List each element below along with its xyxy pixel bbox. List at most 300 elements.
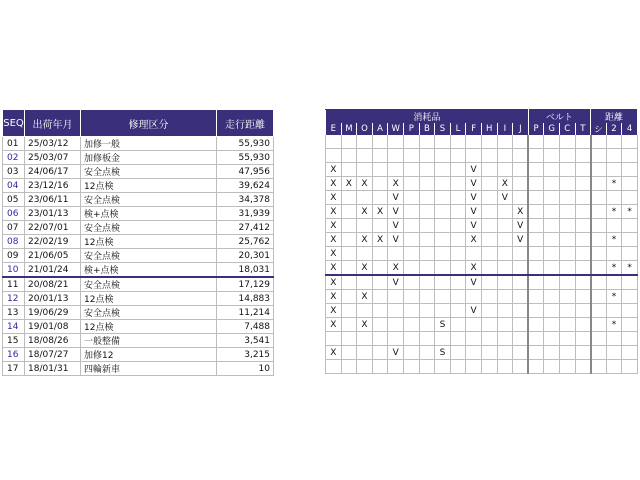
table-row[interactable] — [3, 348, 274, 362]
mark-cell — [481, 191, 497, 205]
mark-cell — [481, 332, 497, 346]
row-date: 21/06/05 — [25, 249, 81, 263]
parts-row — [326, 205, 638, 219]
mark-cell — [497, 149, 513, 163]
mark-cell — [591, 360, 607, 374]
column-header: F — [466, 123, 482, 135]
mark-cell — [357, 135, 373, 149]
column-header: C — [559, 123, 575, 135]
table-row[interactable] — [3, 362, 274, 376]
mark-cell: X — [357, 233, 373, 247]
mark-cell — [403, 346, 419, 360]
mark-cell — [388, 290, 404, 304]
parts-row — [326, 233, 638, 247]
row-repair-type: 加修一般 — [81, 137, 217, 151]
mark-cell — [341, 332, 357, 346]
mark-cell — [481, 135, 497, 149]
table-row[interactable] — [3, 179, 274, 193]
mark-cell — [450, 360, 466, 374]
mark-cell — [419, 219, 435, 233]
mark-cell — [528, 233, 544, 247]
row-mileage: 20,301 — [217, 249, 274, 263]
mark-cell: * — [606, 233, 622, 247]
mark-cell: X — [388, 261, 404, 276]
mark-cell — [591, 304, 607, 318]
mark-cell — [419, 290, 435, 304]
mark-cell — [606, 360, 622, 374]
mark-cell — [372, 219, 388, 233]
mark-cell: V — [466, 177, 482, 191]
row-repair-type: 検+点検 — [81, 263, 217, 278]
row-seq: 10 — [3, 263, 25, 278]
mark-cell — [622, 346, 638, 360]
table-row[interactable] — [3, 306, 274, 320]
mark-cell — [403, 275, 419, 290]
row-date: 24/06/17 — [25, 165, 81, 179]
row-date: 23/06/11 — [25, 193, 81, 207]
parts-row — [326, 290, 638, 304]
row-mileage: 31,939 — [217, 207, 274, 221]
row-repair-type: 加修12 — [81, 348, 217, 362]
parts-row — [326, 261, 638, 276]
mark-cell: X — [326, 304, 342, 318]
mark-cell: X — [326, 219, 342, 233]
header-repair-type: 修理区分 — [81, 110, 217, 137]
mark-cell — [326, 149, 342, 163]
mark-cell — [528, 332, 544, 346]
mark-cell — [466, 149, 482, 163]
mark-cell — [341, 149, 357, 163]
table-row[interactable] — [3, 221, 274, 235]
mark-cell — [559, 290, 575, 304]
row-repair-type: 四輪新車 — [81, 362, 217, 376]
row-repair-type: 安全点検 — [81, 277, 217, 292]
mark-cell — [341, 275, 357, 290]
mark-cell — [513, 318, 529, 332]
mark-cell — [497, 233, 513, 247]
mark-cell — [575, 304, 591, 318]
mark-cell — [388, 163, 404, 177]
mark-cell — [403, 318, 419, 332]
mark-cell — [372, 332, 388, 346]
mark-cell — [544, 233, 560, 247]
row-seq: 15 — [3, 334, 25, 348]
mark-cell: X — [388, 177, 404, 191]
row-date: 18/01/31 — [25, 362, 81, 376]
mark-cell — [419, 135, 435, 149]
mark-cell — [372, 149, 388, 163]
mark-cell — [435, 205, 451, 219]
mark-cell — [357, 219, 373, 233]
mark-cell — [403, 360, 419, 374]
row-repair-type: 12点検 — [81, 320, 217, 334]
mark-cell — [544, 332, 560, 346]
mark-cell — [622, 290, 638, 304]
column-header: E — [326, 123, 342, 135]
mark-cell: V — [388, 346, 404, 360]
mark-cell — [450, 163, 466, 177]
mark-cell — [357, 149, 373, 163]
mark-cell — [497, 318, 513, 332]
mark-cell — [622, 304, 638, 318]
column-header: シ — [591, 123, 607, 135]
mark-cell — [419, 261, 435, 276]
mark-cell — [419, 205, 435, 219]
mark-cell: * — [622, 261, 638, 276]
mark-cell — [575, 247, 591, 261]
mark-cell: X — [466, 261, 482, 276]
mark-cell — [450, 219, 466, 233]
mark-cell — [435, 233, 451, 247]
mark-cell — [559, 219, 575, 233]
column-header: G — [544, 123, 560, 135]
mark-cell — [403, 233, 419, 247]
group-header-row — [326, 110, 638, 124]
table-row[interactable] — [3, 334, 274, 348]
column-header: A — [372, 123, 388, 135]
mark-cell: V — [388, 191, 404, 205]
table-row[interactable] — [3, 193, 274, 207]
mark-cell — [357, 275, 373, 290]
mark-cell — [528, 318, 544, 332]
mark-cell — [450, 346, 466, 360]
mark-cell — [372, 135, 388, 149]
mark-cell — [435, 332, 451, 346]
row-repair-type: 安全点検 — [81, 249, 217, 263]
row-mileage: 25,762 — [217, 235, 274, 249]
mark-cell — [357, 346, 373, 360]
mark-cell — [419, 177, 435, 191]
mark-cell: X — [497, 177, 513, 191]
mark-cell — [466, 247, 482, 261]
mark-cell — [591, 219, 607, 233]
table-row[interactable] — [3, 263, 274, 278]
parts-row — [326, 219, 638, 233]
mark-cell — [403, 247, 419, 261]
mark-cell — [450, 290, 466, 304]
mark-cell — [528, 191, 544, 205]
mark-cell — [419, 346, 435, 360]
mark-cell — [435, 290, 451, 304]
parts-row — [326, 149, 638, 163]
mark-cell — [575, 163, 591, 177]
mark-cell — [513, 177, 529, 191]
mark-cell: X — [357, 318, 373, 332]
mark-cell — [513, 135, 529, 149]
parts-row — [326, 318, 638, 332]
mark-cell — [450, 135, 466, 149]
mark-cell — [591, 247, 607, 261]
mark-cell — [528, 247, 544, 261]
mark-cell — [341, 219, 357, 233]
mark-cell: X — [326, 205, 342, 219]
row-mileage: 7,488 — [217, 320, 274, 334]
mark-cell — [528, 304, 544, 318]
mark-cell — [559, 149, 575, 163]
mark-cell — [622, 149, 638, 163]
mark-cell — [622, 332, 638, 346]
table-row[interactable] — [3, 249, 274, 263]
row-seq: 14 — [3, 320, 25, 334]
mark-cell — [450, 304, 466, 318]
mark-cell — [481, 163, 497, 177]
row-seq: 16 — [3, 348, 25, 362]
mark-cell — [591, 177, 607, 191]
mark-cell — [372, 360, 388, 374]
mark-cell — [528, 177, 544, 191]
mark-cell — [419, 318, 435, 332]
row-date: 20/08/21 — [25, 277, 81, 292]
row-mileage: 14,883 — [217, 292, 274, 306]
row-mileage: 3,215 — [217, 348, 274, 362]
parts-row — [326, 247, 638, 261]
mark-cell — [559, 233, 575, 247]
mark-cell — [575, 360, 591, 374]
column-header: M — [341, 123, 357, 135]
header-seq: SEQ — [3, 110, 25, 137]
mark-cell — [450, 247, 466, 261]
row-date: 21/01/24 — [25, 263, 81, 278]
column-header: J — [513, 123, 529, 135]
parts-row — [326, 360, 638, 374]
mark-cell — [575, 275, 591, 290]
row-seq: 04 — [3, 179, 25, 193]
row-date: 25/03/07 — [25, 151, 81, 165]
group-header: ベルト — [528, 110, 590, 124]
mark-cell — [341, 247, 357, 261]
mark-cell — [591, 318, 607, 332]
table-row[interactable] — [3, 137, 274, 151]
mark-cell — [606, 304, 622, 318]
mark-cell — [559, 304, 575, 318]
mark-cell — [513, 332, 529, 346]
mark-cell — [419, 191, 435, 205]
mark-cell — [388, 304, 404, 318]
column-header: S — [435, 123, 451, 135]
row-seq: 05 — [3, 193, 25, 207]
mark-cell — [513, 346, 529, 360]
row-seq: 09 — [3, 249, 25, 263]
table-row[interactable] — [3, 151, 274, 165]
column-header: I — [497, 123, 513, 135]
mark-cell: X — [326, 247, 342, 261]
mark-cell — [341, 360, 357, 374]
mark-cell — [591, 290, 607, 304]
mark-cell — [528, 219, 544, 233]
mark-cell — [497, 135, 513, 149]
mark-cell — [591, 135, 607, 149]
mark-cell — [357, 360, 373, 374]
mark-cell — [372, 177, 388, 191]
mark-cell — [403, 135, 419, 149]
mark-cell — [544, 191, 560, 205]
mark-cell — [466, 318, 482, 332]
row-repair-type: 12点検 — [81, 179, 217, 193]
row-seq: 07 — [3, 221, 25, 235]
mark-cell — [403, 163, 419, 177]
mark-cell — [497, 346, 513, 360]
parts-row — [326, 191, 638, 205]
mark-cell: X — [357, 205, 373, 219]
mark-cell — [544, 177, 560, 191]
mark-cell — [357, 163, 373, 177]
mark-cell — [559, 163, 575, 177]
mark-cell — [575, 149, 591, 163]
mark-cell — [497, 205, 513, 219]
mark-cell — [372, 191, 388, 205]
mark-cell — [575, 191, 591, 205]
row-repair-type: 12点検 — [81, 292, 217, 306]
mark-cell — [544, 346, 560, 360]
mark-cell — [622, 163, 638, 177]
mark-cell — [341, 135, 357, 149]
table-row[interactable] — [3, 320, 274, 334]
mark-cell — [591, 149, 607, 163]
mark-cell: X — [372, 233, 388, 247]
mark-cell: * — [622, 205, 638, 219]
mark-cell — [544, 275, 560, 290]
mark-cell — [450, 318, 466, 332]
row-date: 22/07/01 — [25, 221, 81, 235]
mark-cell — [591, 275, 607, 290]
mark-cell: V — [466, 191, 482, 205]
row-repair-type: 一般整備 — [81, 334, 217, 348]
row-mileage: 27,412 — [217, 221, 274, 235]
parts-check-table — [325, 109, 638, 374]
row-seq: 17 — [3, 362, 25, 376]
mark-cell — [497, 304, 513, 318]
mark-cell — [497, 247, 513, 261]
column-header: H — [481, 123, 497, 135]
mark-cell — [591, 205, 607, 219]
row-seq: 13 — [3, 306, 25, 320]
table-row[interactable] — [3, 207, 274, 221]
mark-cell — [544, 304, 560, 318]
mark-cell — [559, 275, 575, 290]
table-row[interactable] — [3, 165, 274, 179]
row-mileage: 11,214 — [217, 306, 274, 320]
row-date: 25/03/12 — [25, 137, 81, 151]
mark-cell: V — [466, 163, 482, 177]
mark-cell — [450, 332, 466, 346]
mark-cell — [326, 360, 342, 374]
mark-cell — [481, 149, 497, 163]
mark-cell — [591, 332, 607, 346]
mark-cell — [481, 177, 497, 191]
mark-cell — [435, 219, 451, 233]
mark-cell — [357, 304, 373, 318]
mark-cell — [326, 332, 342, 346]
mark-cell — [606, 191, 622, 205]
mark-cell — [357, 191, 373, 205]
mark-cell — [513, 275, 529, 290]
row-seq: 03 — [3, 165, 25, 179]
mark-cell — [403, 290, 419, 304]
mark-cell — [341, 163, 357, 177]
mark-cell — [544, 247, 560, 261]
mark-cell: * — [606, 205, 622, 219]
mark-cell — [450, 177, 466, 191]
row-seq: 06 — [3, 207, 25, 221]
mark-cell — [575, 318, 591, 332]
mark-cell — [419, 275, 435, 290]
row-repair-type: 12点検 — [81, 235, 217, 249]
mark-cell — [372, 290, 388, 304]
mark-cell — [435, 191, 451, 205]
mark-cell — [559, 247, 575, 261]
mark-cell: * — [606, 290, 622, 304]
mark-cell — [591, 261, 607, 276]
mark-cell — [528, 346, 544, 360]
mark-cell — [372, 261, 388, 276]
mark-cell — [481, 261, 497, 276]
mark-cell — [513, 163, 529, 177]
mark-cell — [357, 247, 373, 261]
mark-cell — [544, 219, 560, 233]
mark-cell: V — [466, 304, 482, 318]
row-mileage: 10 — [217, 362, 274, 376]
mark-cell — [341, 304, 357, 318]
mark-cell — [622, 360, 638, 374]
mark-cell — [622, 177, 638, 191]
mark-cell — [528, 290, 544, 304]
mark-cell — [497, 261, 513, 276]
mark-cell — [606, 275, 622, 290]
mark-cell — [559, 177, 575, 191]
mark-cell — [419, 163, 435, 177]
mark-cell — [435, 149, 451, 163]
mark-cell — [622, 219, 638, 233]
row-mileage: 3,541 — [217, 334, 274, 348]
mark-cell — [622, 275, 638, 290]
mark-cell — [450, 149, 466, 163]
mark-cell — [388, 318, 404, 332]
row-date: 18/08/26 — [25, 334, 81, 348]
mark-cell — [481, 219, 497, 233]
mark-cell: V — [497, 191, 513, 205]
table-row[interactable] — [3, 292, 274, 306]
mark-cell — [481, 275, 497, 290]
row-date: 22/02/19 — [25, 235, 81, 249]
mark-cell: V — [388, 219, 404, 233]
mark-cell — [481, 360, 497, 374]
mark-cell: S — [435, 318, 451, 332]
mark-cell — [435, 135, 451, 149]
mark-cell — [497, 163, 513, 177]
mark-cell — [341, 318, 357, 332]
group-header: 消耗品 — [326, 110, 529, 124]
column-header: 2 — [606, 123, 622, 135]
mark-cell — [419, 233, 435, 247]
mark-cell — [575, 290, 591, 304]
mark-cell — [403, 304, 419, 318]
mark-cell — [481, 247, 497, 261]
row-mileage: 55,930 — [217, 151, 274, 165]
mark-cell — [435, 163, 451, 177]
mark-cell — [513, 290, 529, 304]
mark-cell — [575, 177, 591, 191]
mark-cell — [559, 332, 575, 346]
mark-cell — [388, 360, 404, 374]
mark-cell — [372, 163, 388, 177]
mark-cell — [575, 346, 591, 360]
table-row[interactable] — [3, 277, 274, 292]
mark-cell — [575, 219, 591, 233]
mark-cell — [403, 332, 419, 346]
table-row[interactable] — [3, 235, 274, 249]
mark-cell — [622, 247, 638, 261]
mark-cell — [388, 135, 404, 149]
